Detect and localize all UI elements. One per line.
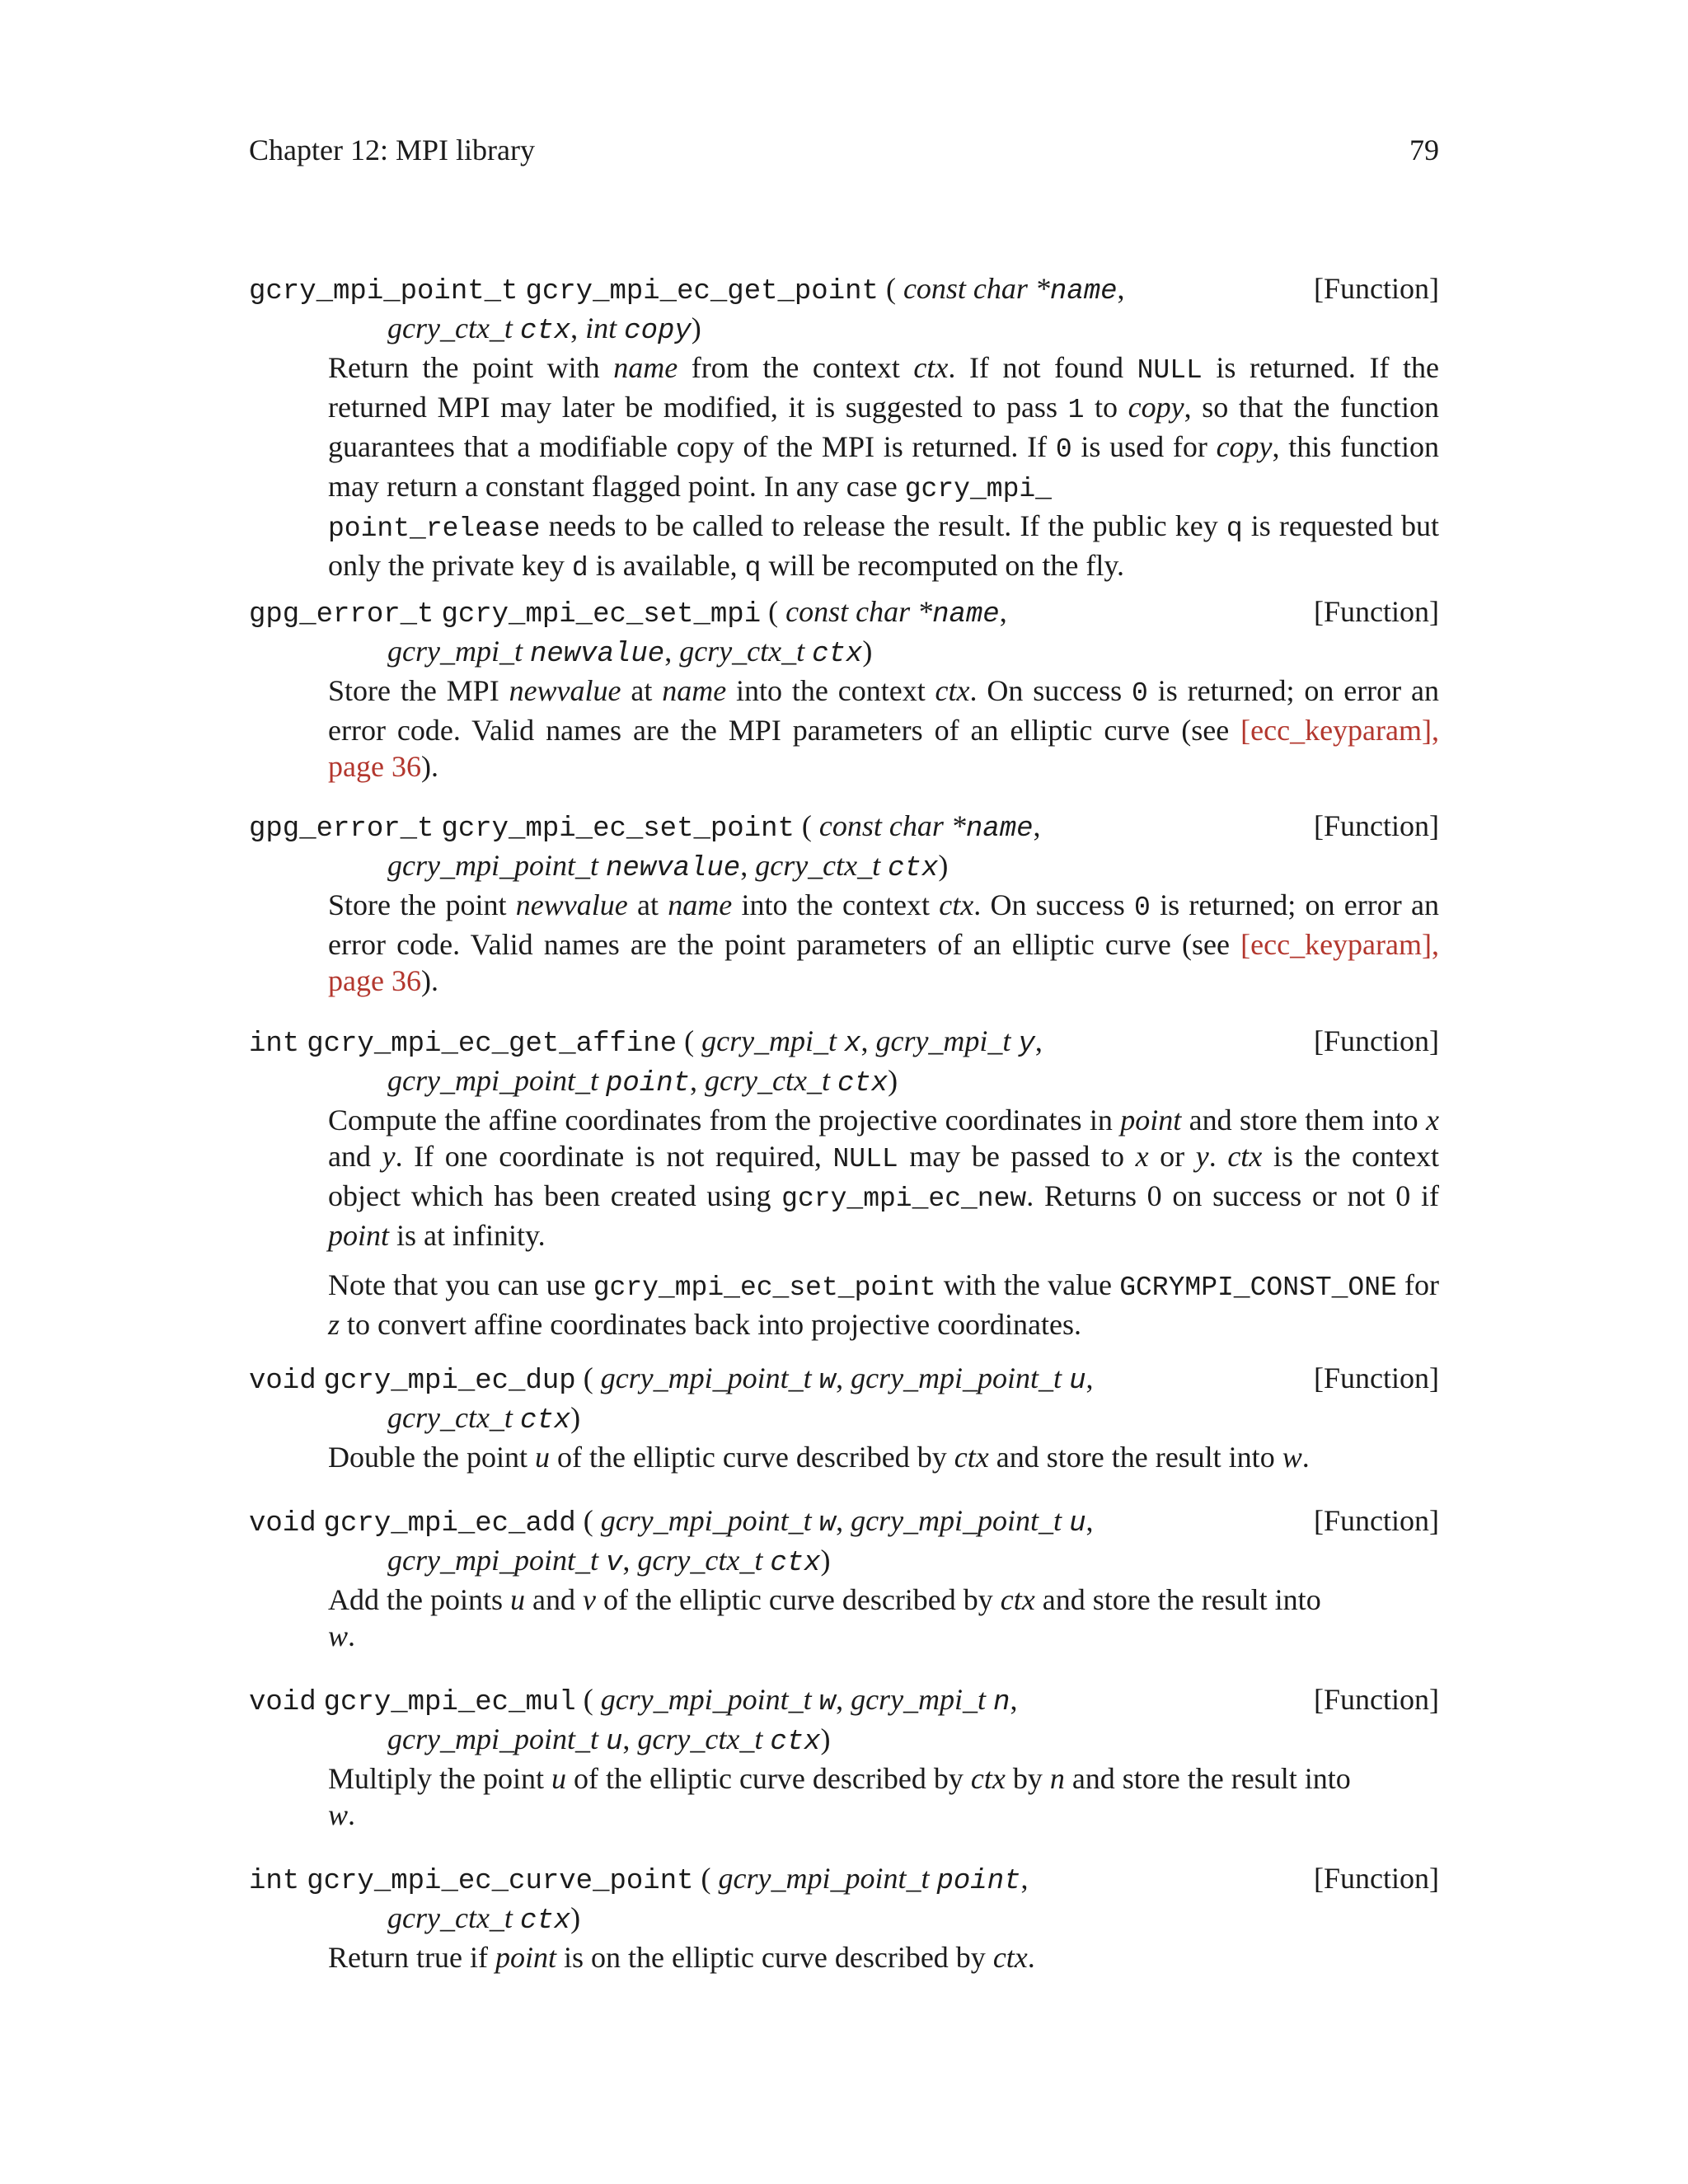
body-text: ). xyxy=(420,750,438,783)
emphasis-text: gcry_ctx_t xyxy=(387,1901,513,1934)
body-text: . xyxy=(1208,1140,1228,1173)
emphasis-text: v xyxy=(605,1548,623,1579)
body-text: at xyxy=(621,674,663,707)
function-description xyxy=(328,673,1439,785)
emphasis-text: w xyxy=(818,1366,837,1397)
emphasis-text: gcry_mpi_t xyxy=(701,1024,837,1057)
body-text: Return the point with xyxy=(328,351,614,384)
code-text: 0 xyxy=(1133,893,1151,923)
function-entry-dup xyxy=(249,1360,1439,1475)
emphasis-text: ctx xyxy=(913,351,949,384)
chapter-title: Chapter 12: MPI library xyxy=(249,134,535,166)
code-text: GCRYMPI_CONST_ONE xyxy=(1119,1272,1397,1303)
xref-link[interactable]: [ecc_keyparam], page 36 xyxy=(328,928,1439,997)
emphasis-text: x xyxy=(1426,1104,1439,1137)
emphasis-text: ctx xyxy=(770,1727,821,1758)
code-text: gpg_error_t xyxy=(249,599,434,630)
emphasis-text: gcry_ctx_t xyxy=(755,849,881,882)
emphasis-text: gcry_ctx_t xyxy=(637,1722,763,1755)
function-name: gcry_mpi_ec_curve_point xyxy=(307,1866,694,1897)
function-description xyxy=(328,1439,1439,1475)
body-text: and store the result into xyxy=(988,1441,1282,1474)
function-signature: void gcry_mpi_ec_dup ( gcry_mpi_point_t w, gcry_mpi_point_t u, [Function] gcry_ctx_t ctx) xyxy=(249,1361,1439,1436)
emphasis-text: u xyxy=(1069,1508,1086,1540)
code-text: d xyxy=(571,553,588,583)
emphasis-text: newvalue xyxy=(509,674,621,707)
emphasis-text: name xyxy=(613,351,678,384)
body-text: and store the result into xyxy=(1064,1762,1351,1795)
emphasis-text: name xyxy=(662,674,727,707)
emphasis-text: gcry_mpi_point_t xyxy=(600,1504,812,1537)
function-tag: [Function] xyxy=(1314,1683,1439,1716)
body-text: Return true if xyxy=(328,1941,495,1974)
code-text: 0 xyxy=(1132,678,1148,709)
code-text: q xyxy=(1226,513,1243,544)
body-text: is at infinity. xyxy=(389,1219,546,1252)
emphasis-text: const char * xyxy=(903,272,1050,305)
emphasis-text: n xyxy=(1049,1762,1065,1795)
function-signature: void gcry_mpi_ec_mul ( gcry_mpi_point_t w, gcry_mpi_t n, [Function] gcry_mpi_point_t u, gcry_ctx_t ctx) xyxy=(249,1683,1439,1758)
body-text: . xyxy=(348,1619,356,1652)
emphasis-text: copy xyxy=(624,316,692,347)
emphasis-text: point xyxy=(328,1219,390,1252)
code-text: gcry_mpi_ec_new xyxy=(781,1183,1027,1214)
body-text: at xyxy=(627,888,668,921)
body-text: and store the result into xyxy=(1034,1583,1321,1616)
function-tag: [Function] xyxy=(1314,1504,1439,1537)
emphasis-text: point xyxy=(495,1941,556,1974)
body-text: to convert affine coordinates back into projective coordinates. xyxy=(340,1308,1082,1341)
emphasis-text: x xyxy=(844,1029,861,1060)
emphasis-text: name xyxy=(668,888,733,921)
emphasis-text: gcry_mpi_point_t xyxy=(600,1361,812,1394)
emphasis-text: name xyxy=(1049,276,1118,307)
code-text: gcry_mpi_ xyxy=(904,474,1052,504)
emphasis-text: n xyxy=(993,1687,1010,1718)
body-text: is used for xyxy=(1071,430,1217,463)
function-entry-curve-point xyxy=(249,1860,1439,1975)
code-text: 0 xyxy=(1055,434,1072,465)
emphasis-text: gcry_ctx_t xyxy=(637,1544,763,1577)
body-text: of the elliptic curve described by xyxy=(549,1441,954,1474)
body-text: , this function may return a constant flagged point. In any case xyxy=(328,430,1440,503)
emphasis-text: u xyxy=(605,1727,623,1758)
emphasis-text: w xyxy=(328,1798,349,1831)
emphasis-text: u xyxy=(534,1441,550,1474)
emphasis-text: y xyxy=(1195,1140,1209,1173)
xref-link[interactable]: [ecc_keyparam], page 36 xyxy=(328,714,1439,783)
emphasis-text: gcry_mpi_t xyxy=(875,1024,1011,1057)
emphasis-text: w xyxy=(818,1687,837,1718)
emphasis-text: u xyxy=(510,1583,525,1616)
function-name: gcry_mpi_ec_get_affine xyxy=(307,1029,678,1060)
emphasis-text: ctx xyxy=(935,674,970,707)
page-number: 79 xyxy=(1409,134,1439,166)
emphasis-text: copy xyxy=(1216,430,1273,463)
function-name: gcry_mpi_ec_dup xyxy=(323,1366,576,1397)
body-text: into the context xyxy=(732,888,940,921)
body-text: will be recomputed on the fly. xyxy=(761,549,1125,582)
body-text: . xyxy=(348,1798,356,1831)
function-entry-set-point xyxy=(249,808,1439,999)
emphasis-text: w xyxy=(818,1508,837,1540)
function-entry-set-mpi xyxy=(249,593,1439,785)
body-text: . If not found xyxy=(948,351,1137,384)
body-text: . xyxy=(1301,1441,1310,1474)
emphasis-text: newvalue xyxy=(605,853,741,884)
body-text: . xyxy=(1027,1941,1035,1974)
emphasis-text: ctx xyxy=(992,1941,1028,1974)
function-signature: int gcry_mpi_ec_curve_point ( gcry_mpi_point_t point, [Function] gcry_ctx_t ctx) xyxy=(249,1862,1439,1937)
body-text: is returned. If the returned MPI may later be modified, it is suggested to pass xyxy=(328,351,1439,424)
function-tag: [Function] xyxy=(1314,1361,1439,1394)
function-entry-get-affine xyxy=(249,1023,1439,1343)
emphasis-text: gcry_mpi_t xyxy=(387,635,523,668)
emphasis-text: u xyxy=(551,1762,567,1795)
function-description xyxy=(328,887,1439,999)
emphasis-text: point xyxy=(936,1866,1021,1897)
emphasis-text: ctx xyxy=(519,316,571,347)
emphasis-text: gcry_ctx_t xyxy=(387,312,513,344)
body-text: Add the points xyxy=(328,1583,510,1616)
code-text: void xyxy=(249,1508,316,1540)
function-signature: gcry_mpi_point_t gcry_mpi_ec_get_point ( const char *name, [Function] gcry_ctx_t ctx, int copy) xyxy=(249,272,1439,347)
body-text: and store them into xyxy=(1181,1104,1427,1137)
body-text: Multiply the point xyxy=(328,1762,552,1795)
function-description xyxy=(328,1939,1439,1975)
emphasis-text: int xyxy=(585,312,617,344)
body-text: , so that the function guarantees that a modifiable copy of the MPI is returned. If xyxy=(328,391,1439,463)
emphasis-text: w xyxy=(1282,1441,1302,1474)
emphasis-text: name xyxy=(932,599,1000,630)
function-description xyxy=(328,349,1439,587)
emphasis-text: gcry_mpi_point_t xyxy=(600,1683,812,1716)
code-text: q xyxy=(744,553,762,583)
function-description xyxy=(328,1582,1439,1654)
emphasis-text: ctx xyxy=(1000,1583,1035,1616)
function-signature: int gcry_mpi_ec_get_affine ( gcry_mpi_t x, gcry_mpi_t y, [Function] gcry_mpi_point_t point, gcry_ctx_t ctx) xyxy=(249,1024,1439,1099)
emphasis-text: ctx xyxy=(954,1441,989,1474)
body-text: with the value xyxy=(935,1268,1120,1301)
function-tag: [Function] xyxy=(1314,1862,1439,1895)
function-tag: [Function] xyxy=(1314,809,1439,842)
emphasis-text: x xyxy=(1135,1140,1149,1173)
emphasis-text: gcry_ctx_t xyxy=(387,1401,513,1434)
body-text: is returned; on error an error code. Valid names are the point parameters of an elliptic curve (see xyxy=(328,888,1439,961)
body-text: ). xyxy=(420,964,438,997)
body-text: Compute the affine coordinates from the projective coordinates in xyxy=(328,1104,1121,1137)
body-text: Store the MPI xyxy=(328,674,509,707)
body-text: Store the point xyxy=(328,888,516,921)
function-entry-add xyxy=(249,1502,1439,1654)
body-text: is on the elliptic curve described by xyxy=(556,1941,993,1974)
function-tag: [Function] xyxy=(1314,595,1439,628)
emphasis-text: ctx xyxy=(519,1405,571,1436)
body-text: by xyxy=(1005,1762,1050,1795)
body-text: . Returns 0 on success or not 0 if xyxy=(1026,1179,1439,1212)
code-text: point_release xyxy=(328,513,541,544)
emphasis-text: gcry_mpi_point_t xyxy=(851,1504,1062,1537)
body-text: is the context object which has been created using xyxy=(328,1140,1440,1212)
emphasis-text: copy xyxy=(1128,391,1184,424)
emphasis-text: gcry_mpi_point_t xyxy=(387,1064,598,1097)
emphasis-text: v xyxy=(582,1583,596,1616)
emphasis-text: ctx xyxy=(1227,1140,1263,1173)
function-name: gcry_mpi_ec_set_mpi xyxy=(441,599,762,630)
emphasis-text: ctx xyxy=(837,1068,889,1099)
body-text: from the context xyxy=(678,351,914,384)
function-name: gcry_mpi_ec_mul xyxy=(323,1687,576,1718)
function-name: gcry_mpi_ec_add xyxy=(323,1508,576,1540)
emphasis-text: const char * xyxy=(785,595,933,628)
emphasis-text: gcry_mpi_point_t xyxy=(387,849,598,882)
emphasis-text: const char * xyxy=(818,809,966,842)
code-text: 1 xyxy=(1067,395,1085,425)
function-name: gcry_mpi_ec_get_point xyxy=(525,276,879,307)
body-text: may be passed to xyxy=(898,1140,1136,1173)
body-text: . If one coordinate is not required, xyxy=(395,1140,833,1173)
code-text: void xyxy=(249,1687,316,1718)
function-signature: void gcry_mpi_ec_add ( gcry_mpi_point_t w, gcry_mpi_point_t u, [Function] gcry_mpi_point_t v, gcry_ctx_t ctx) xyxy=(249,1504,1439,1579)
function-name: gcry_mpi_ec_set_point xyxy=(441,813,795,845)
emphasis-text: newvalue xyxy=(515,888,628,921)
emphasis-text: gcry_ctx_t xyxy=(705,1064,830,1097)
emphasis-text: gcry_ctx_t xyxy=(679,635,805,668)
emphasis-text: ctx xyxy=(888,853,939,884)
code-text: gpg_error_t xyxy=(249,813,434,845)
emphasis-text: y xyxy=(382,1140,396,1173)
function-signature: gpg_error_t gcry_mpi_ec_set_mpi ( const char *name, [Function] gcry_mpi_t newvalue, gcry_ctx_t ctx) xyxy=(249,595,1439,670)
body-text: of the elliptic curve described by xyxy=(595,1583,1001,1616)
body-text: is available, xyxy=(588,549,745,582)
body-text: is returned; on error an error code. Valid names are the MPI parameters of an elliptic curve (see xyxy=(328,674,1439,747)
emphasis-text: ctx xyxy=(939,888,974,921)
body-text: needs to be called to release the result. If the public key xyxy=(540,509,1226,542)
emphasis-text: ctx xyxy=(770,1548,821,1579)
body-text: into the context xyxy=(726,674,935,707)
emphasis-text: w xyxy=(328,1619,349,1652)
body-text: is requested but only the private key xyxy=(328,509,1439,582)
body-text: Double the point xyxy=(328,1441,535,1474)
function-description xyxy=(328,1102,1439,1343)
code-text: gcry_mpi_ec_set_point xyxy=(593,1272,936,1303)
emphasis-text: ctx xyxy=(812,639,863,670)
function-description xyxy=(328,1760,1439,1833)
emphasis-text: gcry_mpi_point_t xyxy=(387,1544,598,1577)
note-paragraph xyxy=(328,1267,1439,1343)
emphasis-text: u xyxy=(1069,1366,1086,1397)
body-text: . On success xyxy=(969,674,1132,707)
emphasis-text: z xyxy=(328,1308,340,1341)
body-text: to xyxy=(1084,391,1128,424)
function-entry-get-point xyxy=(249,270,1439,587)
body-text: or xyxy=(1148,1140,1196,1173)
emphasis-text: gcry_mpi_t xyxy=(851,1683,987,1716)
code-text: NULL xyxy=(1137,355,1203,386)
code-text: NULL xyxy=(832,1144,898,1174)
code-text: void xyxy=(249,1366,316,1397)
code-text: int xyxy=(249,1866,300,1897)
body-text: . On success xyxy=(973,888,1134,921)
function-tag: [Function] xyxy=(1314,272,1439,305)
emphasis-text: gcry_mpi_point_t xyxy=(718,1862,930,1895)
emphasis-text: gcry_mpi_point_t xyxy=(851,1361,1062,1394)
emphasis-text: name xyxy=(965,813,1034,845)
code-text: gcry_mpi_point_t xyxy=(249,276,518,307)
emphasis-text: ctx xyxy=(519,1905,571,1937)
emphasis-text: newvalue xyxy=(529,639,665,670)
body-text: and xyxy=(525,1583,583,1616)
function-entry-mul xyxy=(249,1681,1439,1833)
emphasis-text: y xyxy=(1018,1029,1035,1060)
function-tag: [Function] xyxy=(1314,1024,1439,1057)
emphasis-text: ctx xyxy=(970,1762,1006,1795)
body-text: and xyxy=(328,1140,382,1173)
body-text: Note that you can use xyxy=(328,1268,593,1301)
emphasis-text: point xyxy=(1120,1104,1182,1137)
code-text: int xyxy=(249,1029,300,1060)
emphasis-text: gcry_mpi_point_t xyxy=(387,1722,598,1755)
emphasis-text: point xyxy=(605,1068,691,1099)
function-signature: gpg_error_t gcry_mpi_ec_set_point ( const char *name, [Function] gcry_mpi_point_t newvalue, gcry_ctx_t ctx) xyxy=(249,809,1439,884)
body-text: of the elliptic curve described by xyxy=(566,1762,971,1795)
body-text: for xyxy=(1396,1268,1439,1301)
